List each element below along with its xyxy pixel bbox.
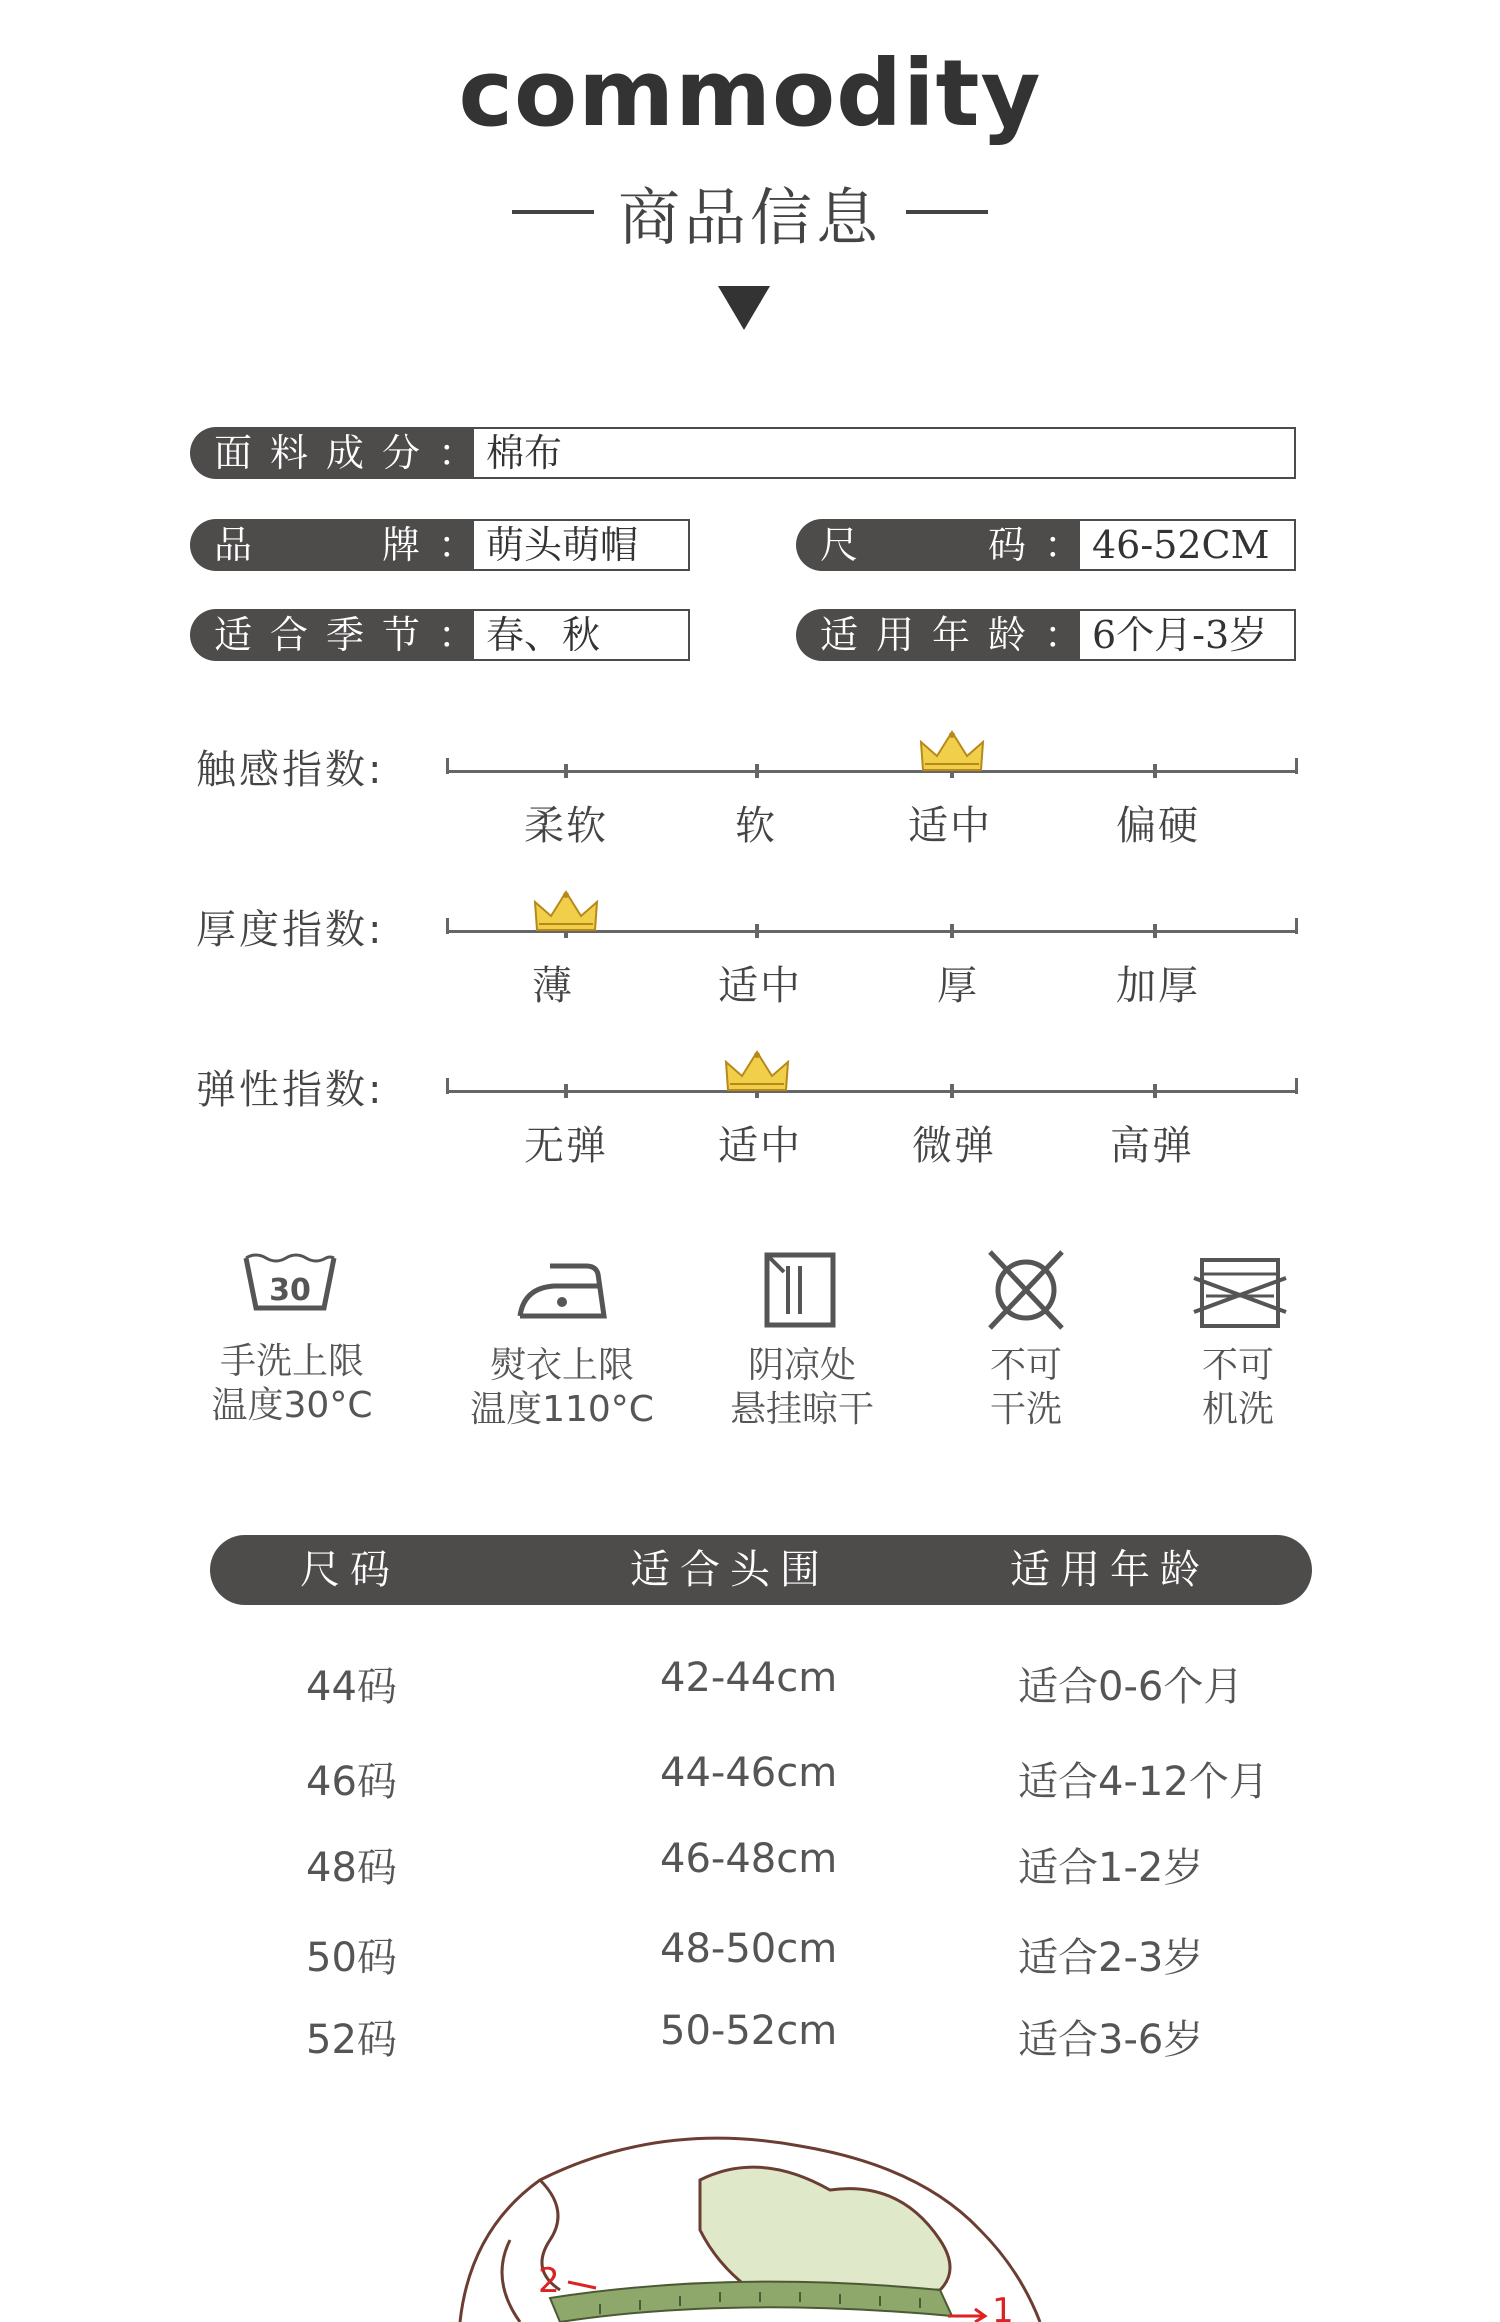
- index-label: 触感指数:: [196, 747, 385, 793]
- care-hand-wash-line2: 温度30°C: [211, 1385, 373, 1426]
- fabric-value: 棉布: [472, 427, 1296, 479]
- marker-2: 2: [538, 2261, 560, 2301]
- crown-icon: [919, 730, 985, 774]
- shade-dry-icon: [764, 1252, 836, 1328]
- season-label: 适合季节：: [190, 609, 472, 661]
- index-tick: [564, 764, 568, 778]
- index-option: 微弹: [912, 1123, 996, 1169]
- fabric-label: 面料成分：: [190, 427, 472, 479]
- size-table-cell: 48码: [306, 1845, 397, 1891]
- crown-icon: [533, 890, 599, 934]
- size-table-cell: 46码: [306, 1759, 397, 1805]
- care-iron-line1: 熨衣上限: [489, 1345, 634, 1386]
- size-table-header-age: 适用年龄: [1010, 1547, 1210, 1593]
- title-english: commodity: [458, 40, 1042, 147]
- no-dry-clean-icon: [986, 1248, 1066, 1332]
- size-table-cell: 44-46cm: [660, 1750, 838, 1796]
- size-table-header-head: 适合头围: [630, 1547, 830, 1593]
- season-value: 春、秋: [472, 609, 690, 661]
- index-scale-end: [1295, 758, 1298, 774]
- size-table-cell: 适合0-6个月: [1018, 1664, 1244, 1710]
- index-tick: [950, 924, 954, 938]
- no-machine-wash-icon: [1192, 1256, 1288, 1330]
- index-label: 厚度指数:: [196, 907, 385, 953]
- care-section: [0, 1240, 1500, 1460]
- title-divider-right: [906, 210, 988, 214]
- care-shade-dry-text: [682, 1344, 922, 1432]
- index-tick: [1153, 764, 1157, 778]
- size-table-cell: 42-44cm: [660, 1655, 838, 1701]
- iron-icon: [514, 1260, 610, 1322]
- index-scale-line: [446, 770, 1298, 773]
- size-table-header-size: 尺码: [300, 1547, 400, 1593]
- index-option: 偏硬: [1116, 803, 1200, 849]
- care-iron-line2: 温度110°C: [470, 1389, 654, 1430]
- care-no-machine-wash-text: [1118, 1344, 1358, 1432]
- index-scale-line: [446, 1090, 1298, 1093]
- index-tick: [755, 764, 759, 778]
- size-label: 尺 码：: [796, 519, 1078, 571]
- care-no-dry-clean-text: [906, 1344, 1146, 1432]
- index-label: 弹性指数:: [196, 1067, 385, 1113]
- index-tick: [950, 1084, 954, 1098]
- care-no-machine-wash-line1: 不可: [1201, 1345, 1274, 1386]
- index-option: 软: [735, 803, 777, 849]
- index-option: 无弹: [524, 1123, 608, 1169]
- age-label: 适用年龄：: [796, 609, 1078, 661]
- size-table-cell: 46-48cm: [660, 1836, 838, 1882]
- hand-wash-temp-text: 30: [269, 1273, 311, 1308]
- size-table-cell: 50码: [306, 1935, 397, 1981]
- index-option: 薄: [532, 963, 574, 1009]
- size-table-cell: 50-52cm: [660, 2008, 838, 2054]
- size-table-cell: 48-50cm: [660, 1926, 838, 1972]
- marker-1: 1: [992, 2291, 1014, 2322]
- care-no-dry-clean-line1: 不可: [989, 1345, 1062, 1386]
- title-chinese: 商品信息: [617, 181, 882, 254]
- hand-wash-30-icon: [242, 1252, 338, 1318]
- care-shade-dry-line2: 悬挂晾干: [729, 1389, 874, 1430]
- care-hand-wash-text: [172, 1340, 412, 1428]
- care-hand-wash-line1: 手洗上限: [219, 1341, 364, 1382]
- care-iron-text: [442, 1344, 682, 1432]
- index-scale-end: [1295, 1078, 1298, 1094]
- crown-icon: [724, 1050, 790, 1094]
- index-scale-start: [446, 1078, 449, 1094]
- index-scale-start: [446, 758, 449, 774]
- brand-label: 品 牌：: [190, 519, 472, 571]
- arrow-down-icon: [718, 286, 770, 330]
- size-table-cell: 44码: [306, 1664, 397, 1710]
- size-table-cell: 适合1-2岁: [1018, 1845, 1204, 1891]
- index-option: 适中: [908, 803, 992, 849]
- index-option: 适中: [718, 1123, 802, 1169]
- care-no-machine-wash-line2: 机洗: [1201, 1389, 1274, 1430]
- size-table-cell: 适合4-12个月: [1018, 1759, 1269, 1805]
- size-table-cell: 适合2-3岁: [1018, 1935, 1204, 1981]
- index-tick: [755, 924, 759, 938]
- index-scale-end: [1295, 918, 1298, 934]
- head-measure-illustration: [400, 2120, 1100, 2322]
- size-table-cell: 52码: [306, 2017, 397, 2063]
- index-tick: [1153, 1084, 1157, 1098]
- size-table-cell: 适合3-6岁: [1018, 2017, 1204, 2063]
- size-value: 46-52CM: [1078, 519, 1296, 571]
- index-option: 柔软: [524, 803, 608, 849]
- index-option: 适中: [718, 963, 802, 1009]
- brand-value: 萌头萌帽: [472, 519, 690, 571]
- index-tick: [1153, 924, 1157, 938]
- care-no-dry-clean-line2: 干洗: [989, 1389, 1062, 1430]
- age-value: 6个月-3岁: [1078, 609, 1296, 661]
- index-option: 加厚: [1116, 963, 1200, 1009]
- care-shade-dry-line1: 阴凉处: [747, 1345, 856, 1386]
- index-option: 高弹: [1110, 1123, 1194, 1169]
- index-option: 厚: [937, 963, 979, 1009]
- index-scale-start: [446, 918, 449, 934]
- index-tick: [564, 1084, 568, 1098]
